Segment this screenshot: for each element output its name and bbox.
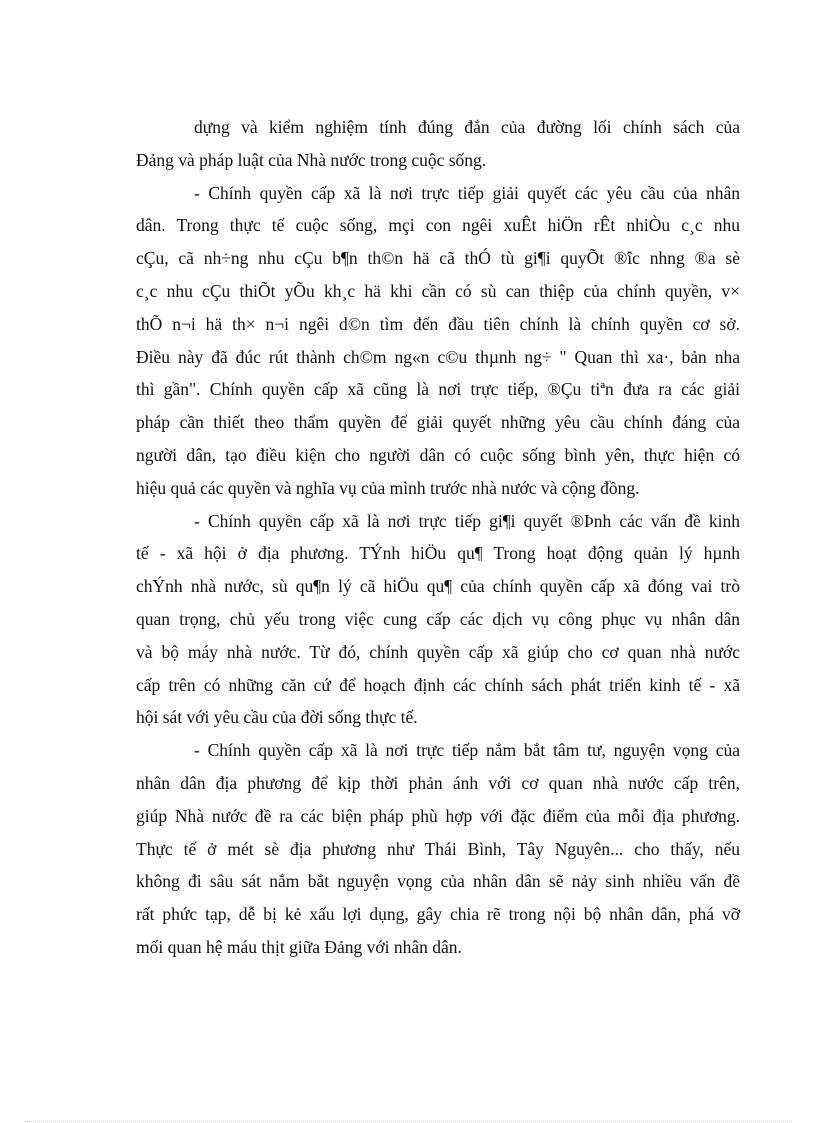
text-line: mối quan hệ máu thịt giữa Đảng với nhân dân. [136, 936, 462, 957]
text-line: hội sát với yêu cầu của đời sống thực tế. [136, 707, 418, 728]
text-line: pháp cần thiết theo thẩm quyền để giải quyết những yêu cầu chính đáng của [136, 412, 740, 433]
text-line: người dân, tạo điều kiện cho người dân có cuộc sống bình yên, thực hiện có [136, 444, 740, 465]
text-line: quan trọng, chủ yếu trong việc cung cấp các dịch vụ công phục vụ nhân dân [136, 608, 740, 629]
text-line: chÝnh nhà nước, sù qu¶n lý cã hiÖu qu¶ của chính quyền cấp xã đóng vai trò [136, 576, 740, 597]
text-line: tế - xã hội ở địa phương. TÝnh hiÖu qu¶ Trong hoạt động quản lý hµnh [136, 543, 740, 564]
text-line: dân. Trong thực tế cuộc sống, mçi con ngêi xuÊt hiÖn rÊt nhiÒu c¸c nhu [136, 215, 740, 236]
text-line: c¸c nhu cÇu thiÕt yÕu kh¸c hä khi cần có sù can thiệp của chính quyền, v× [136, 280, 740, 301]
paragraph-4 [136, 734, 740, 964]
text-line: Thực tế ở mét sè địa phương như Thái Bình, Tây Nguyên... cho thấy, nếu [136, 838, 740, 859]
text-line: - Chính quyền cấp xã là nơi trực tiếp nắm bắt tâm tư, nguyện vọng của [194, 740, 740, 761]
text-line: - Chính quyền cấp xã là nơi trực tiếp gi¶i quyết ®Þnh các vấn đề kinh [194, 510, 740, 531]
text-line: và bộ máy nhà nước. Từ đó, chính quyền cấp xã giúp cho cơ quan nhà nước [136, 641, 740, 662]
text-line: - Chính quyền cấp xã là nơi trực tiếp giải quyết các yêu cầu của nhân [194, 182, 740, 203]
text-line: Đảng và pháp luật của Nhà nước trong cuộc sống. [136, 149, 487, 170]
text-line: hiệu quả các quyền và nghĩa vụ của mình trước nhà nước và cộng đồng. [136, 477, 640, 498]
text-line: rất phức tạp, dễ bị kẻ xấu lợi dụng, gây chia rẽ trong nội bộ nhân dân, phá vỡ [136, 904, 740, 925]
text-line: thì gần". Chính quyền cấp xã cũng là nơi trực tiếp, ®Çu tiªn đưa ra các giải [136, 379, 740, 400]
paragraph-3 [136, 505, 740, 735]
page-bottom-divider [24, 1121, 792, 1122]
text-line: cÇu, cã nh÷ng nhu cÇu b¶n th©n hä cã thÓ tù gi¶i quyÕt ®îc nhng ®a sè [136, 248, 740, 269]
text-line: Điều này đã đúc rút thành ch©m ng«n c©u thµnh ng÷ " Quan thì xa·, bản nha [136, 346, 740, 367]
text-line: thÕ n¬i hä th× n¬i ngêi d©n tìm đến đầu tiên chính là chính quyền cơ sở. [136, 313, 740, 334]
text-line: cấp trên có những căn cứ để hoạch định các chính sách phát triển kinh tế - xã [136, 674, 740, 695]
text-line: không đi sâu sát nắm bắt nguyện vọng của nhân dân sẽ nảy sinh nhiều vấn đề [136, 871, 740, 892]
paragraph-2 [136, 177, 740, 505]
text-line: dựng và kiểm nghiệm tính đúng đắn của đường lối chính sách của [194, 117, 740, 137]
text-line: giúp Nhà nước đề ra các biện pháp phù hợp với đặc điểm của mỗi địa phương. [136, 805, 740, 826]
text-line: nhân dân địa phương để kịp thời phản ánh với cơ quan nhà nước cấp trên, [136, 772, 740, 793]
paragraph-1 [136, 111, 740, 177]
body-text [136, 111, 740, 964]
